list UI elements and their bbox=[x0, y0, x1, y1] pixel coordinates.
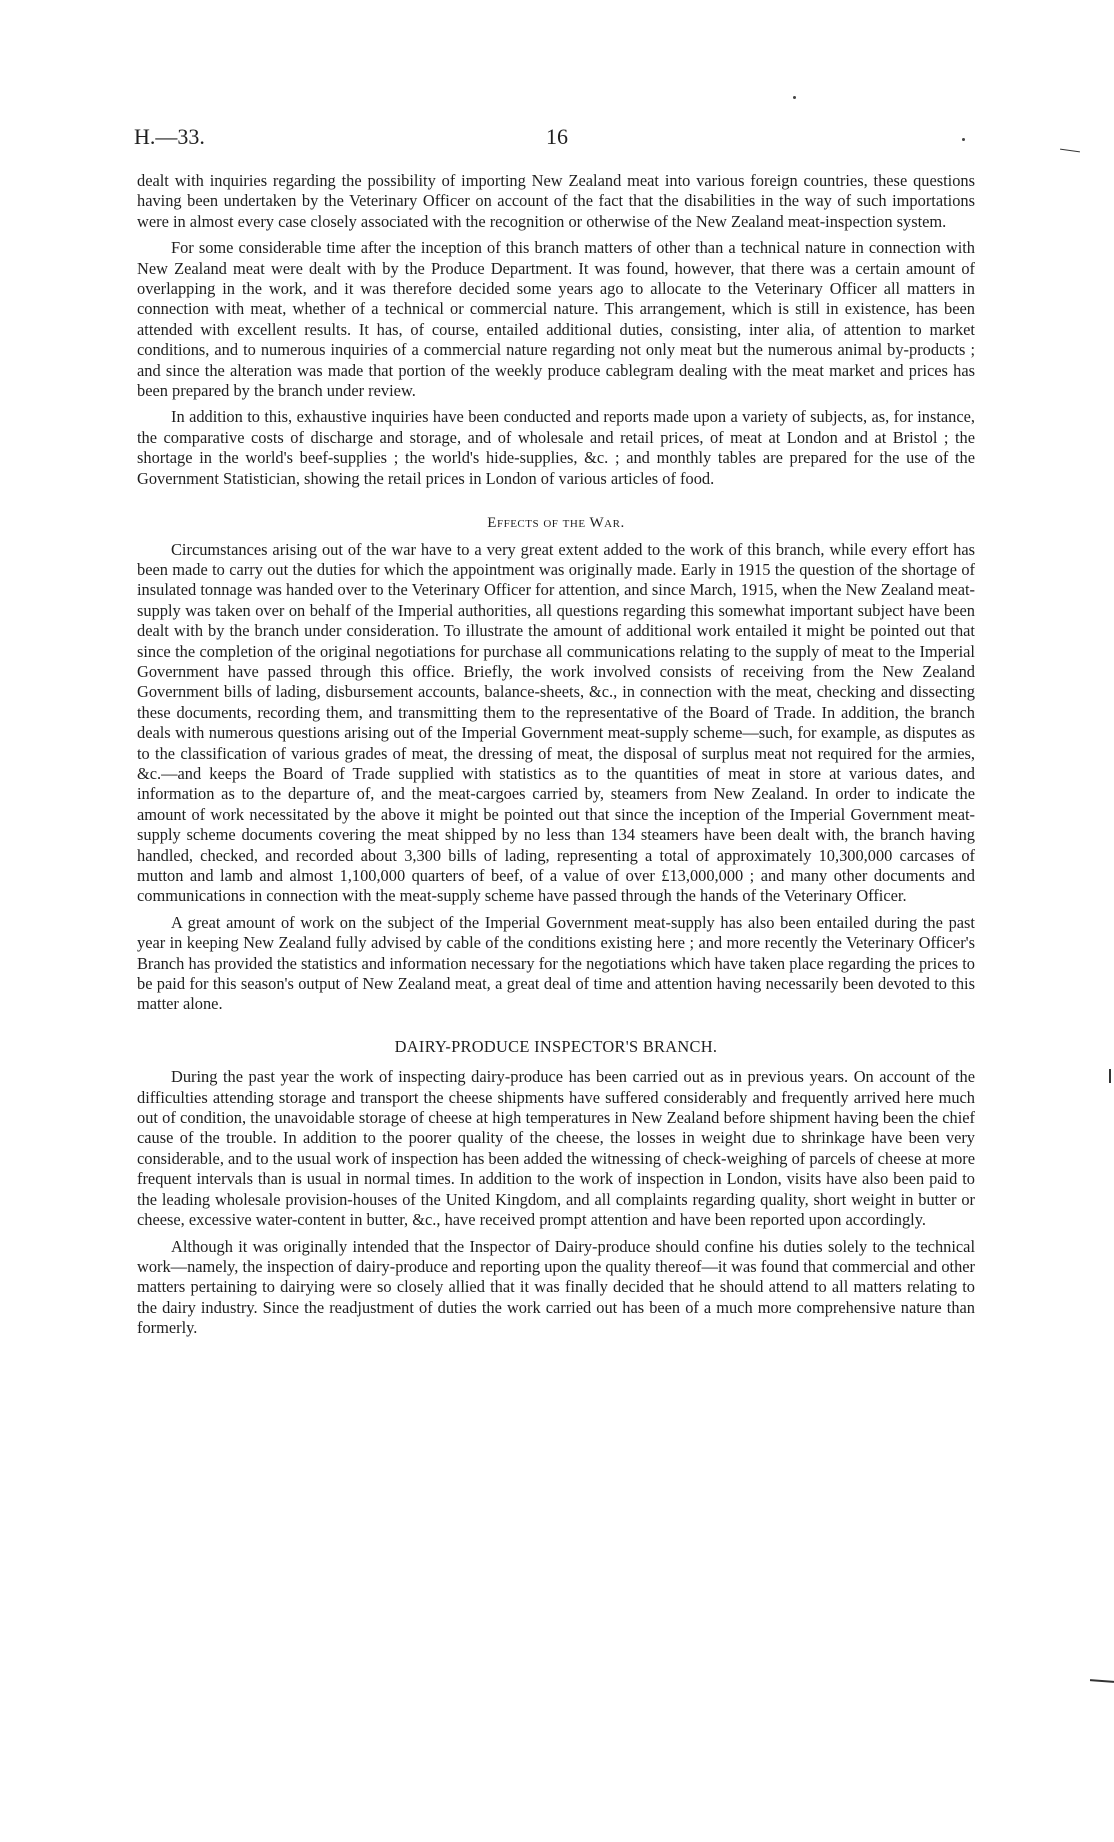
paragraph: dealt with inquiries regarding the possibility of importing New Zealand meat into various foreign countries, these questions having been undertaken by the Veterinary Officer on account of the fact that the disabilities in the way of such importations were in almost every case closely associated with the recognition or otherwise of the New Zealand meat-inspection system. bbox=[137, 171, 975, 231]
paragraph: During the past year the work of inspecting dairy-produce has been carried out as in previous years. On account of the difficulties attending storage and transport the cheese shipments have suffered considerably and frequently arrived here much out of condition, the unavoidable storage of cheese at high temperatures in New Zealand before shipment having been the chief cause of the trouble. In addition to the poorer quality of the cheese, the losses in weight due to shrinkage have been very considerable, and to the usual work of inspection has been added the witnessing of check-weighing of parcels of cheese at more frequent intervals than is usual in normal times. In addition to the work of inspection in London, visits have also been paid to the leading wholesale provision-houses of the United Kingdom, and all complaints regarding quality, short weight in butter or cheese, excessive water-content in butter, &c., have received prompt attention and have been reported upon accordingly. bbox=[137, 1067, 975, 1230]
document-reference: H.—33. bbox=[134, 124, 205, 149]
paragraph: For some considerable time after the inception of this branch matters of other than a technical nature in connection with New Zealand meat were dealt with by the Produce Department. It was found, however, that there was a certain amount of overlapping in the work, and it was therefore decided some years ago to allocate to the Veterinary Officer all matters in connection with meat, whether of a technical or commercial nature. This arrangement, which is still in existence, has been attended with excellent results. It has, of course, entailed additional duties, consisting, inter alia, of attention to market conditions, and to numerous inquiries of a commercial nature regarding not only meat but the numerous animal by-products ; and since the alteration was made that portion of the weekly produce cablegram dealing with the meat market and prices has been prepared by the branch under review. bbox=[137, 238, 975, 401]
paragraph: Circumstances arising out of the war have to a very great extent added to the work of this branch, while every effort has been made to carry out the duties for which the appointment was originally made. Early in 1915 the question of the shortage of insulated tonnage was handed over to the Veterinary Officer for attention, and since March, 1915, when the New Zealand meat-supply was taken over on behalf of the Imperial authorities, all questions regarding this somewhat important subject have been dealt with by the branch under consideration. To illustrate the amount of additional work entailed it might be pointed out that since the completion of the original negotiations for purchase all communications relating to the supply of meat to the Imperial Government have passed through this office. Briefly, the work involved consists of receiving from the New Zealand Government bills of lading, disbursement accounts, balance-sheets, &c., in connection with the meat, checking and dissecting these documents, recording them, and transmitting them to the representative of the Board of Trade. In addition, the branch deals with numerous questions arising out of the Imperial Government meat-supply scheme—such, for example, as disputes as to the classification of various grades of meat, the dressing of meat, the disposal of surplus meat not required for the armies, &c.—and keeps the Board of Trade supplied with statistics as to the quantities of meat in store at various dates, and information as to the departure of, and the meat-cargoes carried by, steamers from New Zealand. In order to indicate the amount of work necessitated by the above it might be pointed out that since the inception of the Imperial Government meat-supply scheme documents covering the meat shipped by no less than 134 steamers have been dealt with, the branch having handled, checked, and recorded about 3,300 bills of lading, representing a total of approximately 10,300,000 carcases of mutton and lamb and almost 1,100,000 quarters of beef, of a value of over £13,000,000 ; and many other documents and communications in connection with the meat-supply scheme have passed through the hands of the Veterinary Officer. bbox=[137, 539, 975, 906]
paragraph: Although it was originally intended that the Inspector of Dairy-produce should confine his duties solely to the technical work—namely, the inspection of dairy-produce and reporting upon the quality thereof—it was found that commercial and other matters pertaining to dairying were so closely allied that it was finally decided that he should attend to all matters relating to the dairy industry. Since the readjustment of duties the work carried out has been of a much more comprehensive nature than formerly. bbox=[137, 1236, 975, 1338]
scan-mark bbox=[1060, 149, 1080, 153]
scan-mark bbox=[1109, 1069, 1111, 1083]
section-heading-war: Effects of the War. bbox=[487, 515, 625, 532]
scan-speck bbox=[962, 138, 965, 141]
page-number: 16 bbox=[546, 124, 568, 149]
paragraph: A great amount of work on the subject of the Imperial Government meat-supply has also been entailed during the past year in keeping New Zealand fully advised by cable of the conditions existing here ; and more recently the Veterinary Officer's Branch has provided the statistics and information necessary for the negotiations which have taken place regarding the prices to be paid for this season's output of New Zealand meat, a great deal of time and attention having necessarily been devoted to this matter alone. bbox=[137, 912, 975, 1014]
paragraph: In addition to this, exhaustive inquiries have been conducted and reports made upon a variety of subjects, as, for instance, the comparative costs of discharge and storage, and of wholesale and retail prices, of meat at London and at Bristol ; the shortage in the world's beef-supplies ; the world's hide-supplies, &c. ; and monthly tables are prepared for the use of the Government Statistician, showing the retail prices in London of various articles of food. bbox=[137, 407, 975, 488]
section-heading-dairy: DAIRY-PRODUCE INSPECTOR'S BRANCH. bbox=[394, 1036, 718, 1056]
document-body bbox=[137, 171, 975, 1345]
scan-speck bbox=[793, 96, 796, 99]
scan-mark bbox=[1090, 1679, 1114, 1683]
page-header bbox=[134, 124, 974, 154]
